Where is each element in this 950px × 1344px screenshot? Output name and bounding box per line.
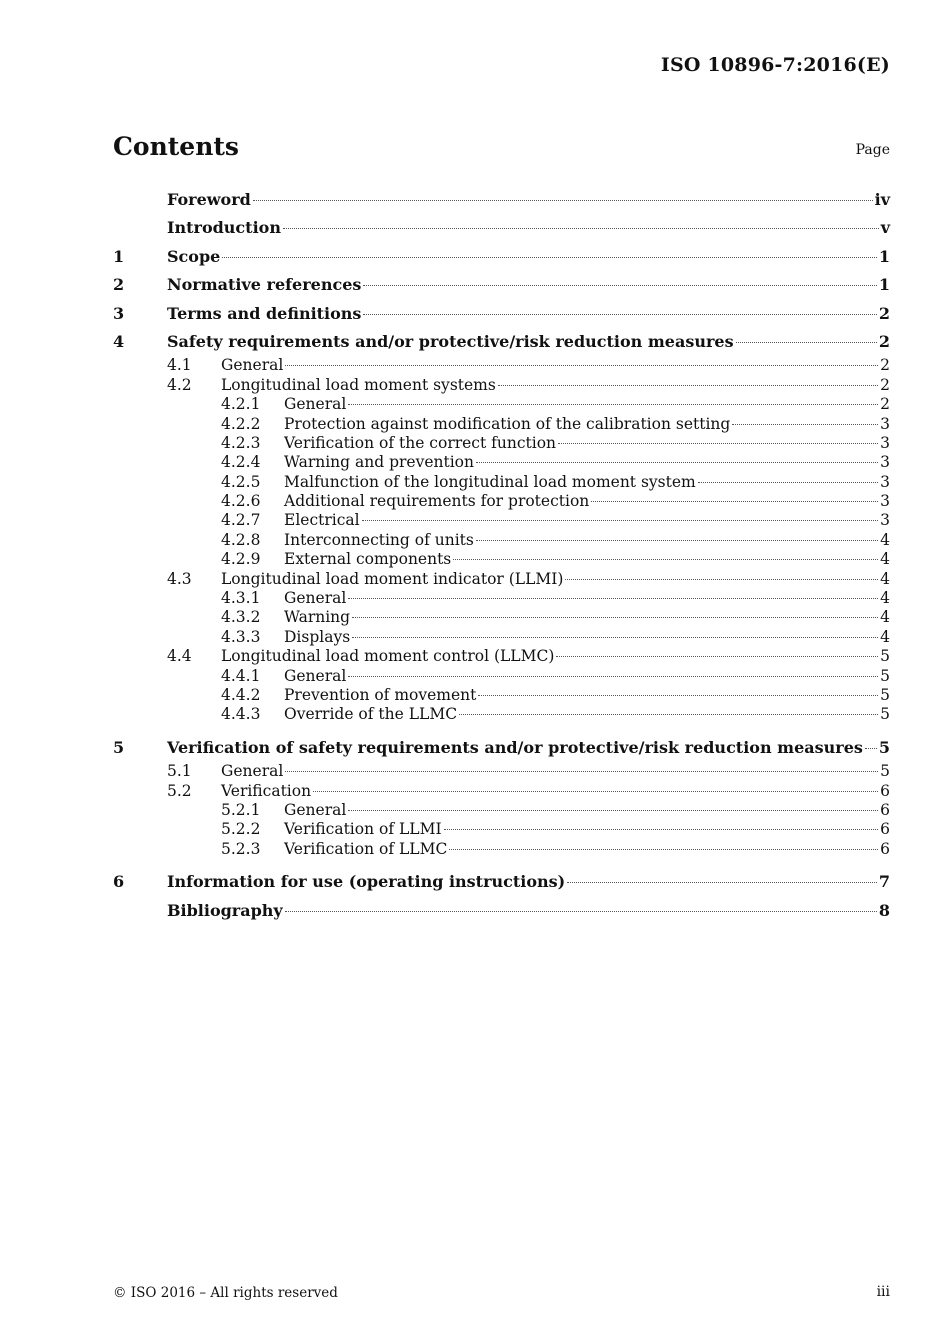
dot-leader	[476, 462, 878, 463]
dot-leader	[698, 482, 878, 483]
toc-entry-page: 3	[880, 472, 890, 491]
dot-leader	[363, 285, 876, 286]
toc-entry-title: Displays	[284, 627, 351, 646]
dot-leader	[285, 771, 878, 772]
dot-leader	[591, 501, 878, 502]
toc-entry-title: Warning	[284, 608, 351, 627]
toc-entry-page: 4	[880, 608, 890, 627]
toc-entry-page: 3	[880, 414, 890, 433]
dot-leader	[736, 342, 877, 343]
toc-entry-title: Scope	[167, 246, 221, 266]
toc-entry-title: External components	[284, 550, 452, 569]
toc-entry-title: Safety requirements and/or protective/risk reduction measures	[167, 331, 734, 351]
toc-entry[interactable]	[113, 300, 890, 328]
toc-entry-number: 4.4.3	[221, 705, 261, 724]
footer-copyright: © ISO 2016 – All rights reserved	[113, 1285, 338, 1301]
toc-entry-title: Protection against modification of the calibration setting	[284, 414, 731, 433]
toc-entry-title: Foreword	[167, 190, 251, 209]
toc-entry[interactable]	[113, 820, 890, 839]
toc-entry-title: General	[284, 589, 347, 608]
toc-entry-number: 4.2.4	[221, 453, 261, 472]
toc-entry-page: v	[880, 218, 890, 238]
toc-entry-page: 5	[880, 705, 890, 724]
toc-entry-page: 5	[880, 685, 890, 704]
toc-entry-number: 5.2.2	[221, 820, 261, 839]
toc-entry-title: General	[284, 800, 347, 819]
dot-leader	[476, 540, 878, 541]
dot-leader	[283, 228, 879, 229]
toc-entry[interactable]	[113, 570, 890, 589]
dot-leader	[556, 656, 878, 657]
toc-entry-number: 4.3.3	[221, 627, 261, 646]
toc-entry-number: 4.2.2	[221, 414, 261, 433]
dot-leader	[558, 443, 878, 444]
toc-entry-title: Information for use (operating instructions)	[167, 872, 566, 892]
toc-entry-number: 3	[113, 303, 125, 323]
dot-leader	[285, 365, 878, 366]
toc-entry-page: 2	[880, 356, 890, 375]
toc-entry[interactable]	[113, 214, 890, 242]
toc-entry[interactable]	[113, 434, 890, 453]
toc-entry-page: 2	[880, 375, 890, 394]
toc-entry-page: 6	[880, 839, 890, 858]
toc-entry-number: 6	[113, 872, 125, 892]
footer-page-number: iii	[876, 1284, 890, 1300]
toc-entry[interactable]	[113, 356, 890, 375]
toc-entry[interactable]	[113, 376, 890, 395]
toc-entry[interactable]	[113, 531, 890, 550]
dot-leader	[459, 714, 878, 715]
toc-entry-page: 2	[878, 303, 890, 323]
toc-entry[interactable]	[113, 492, 890, 511]
toc-entry-page: 3	[880, 492, 890, 511]
toc-entry-number: 4.2.7	[221, 511, 261, 530]
toc-entry-title: Bibliography	[167, 900, 283, 920]
toc-entry-page: 7	[878, 872, 890, 892]
dot-leader	[567, 882, 877, 883]
dot-leader	[348, 404, 878, 405]
toc-entry[interactable]	[113, 589, 890, 608]
toc-entry-number: 4.4	[167, 647, 192, 666]
dot-leader	[313, 791, 878, 792]
toc-entry-title: Verification of LLMI	[284, 820, 442, 839]
toc-entry[interactable]	[113, 415, 890, 434]
toc-entry-number: 4.4.2	[221, 685, 261, 704]
toc-entry-title: Electrical	[284, 511, 360, 530]
toc-entry-title: Verification	[221, 781, 312, 800]
toc-entry[interactable]	[113, 186, 890, 214]
dot-leader	[732, 424, 878, 425]
toc-entry-number: 4.2.8	[221, 530, 261, 549]
toc-entry-number: 4.2.3	[221, 433, 261, 452]
toc-entry-page: 1	[878, 246, 890, 266]
toc-entry[interactable]	[113, 647, 890, 666]
toc-entry-page: 4	[880, 589, 890, 608]
toc-entry-number: 4.2.6	[221, 492, 261, 511]
toc-entry-page: 2	[878, 331, 890, 351]
toc-entry-title: General	[221, 762, 284, 781]
toc-entry-number: 4.2	[167, 375, 192, 394]
toc-entry-title: Warning and prevention	[284, 453, 474, 472]
toc-entry[interactable]	[113, 686, 890, 705]
dot-leader	[348, 676, 878, 677]
dot-leader	[285, 911, 877, 912]
toc-entry[interactable]	[113, 243, 890, 271]
contents-heading: Contents	[113, 132, 240, 161]
toc-entry[interactable]	[113, 782, 890, 801]
dot-leader	[348, 598, 878, 599]
toc-entry-page: 2	[880, 395, 890, 414]
toc-entry-page: 3	[880, 453, 890, 472]
toc-entry-title: Longitudinal load moment systems	[221, 375, 496, 394]
dot-leader	[352, 617, 878, 618]
toc-entry[interactable]	[113, 868, 890, 896]
toc-entry[interactable]	[113, 328, 890, 356]
toc-entry-title: Interconnecting of units	[284, 530, 474, 549]
toc-entry-page: 4	[880, 569, 890, 588]
toc-entry[interactable]	[113, 801, 890, 820]
toc-entry-page: 6	[880, 800, 890, 819]
toc-entry-page: 3	[880, 433, 890, 452]
toc-entry-title: General	[284, 395, 347, 414]
toc-entry-number: 2	[113, 275, 125, 295]
toc-entry-title: Prevention of movement	[284, 685, 477, 704]
toc-entry-title: Normative references	[167, 275, 362, 295]
toc-entry[interactable]	[113, 453, 890, 472]
dot-leader	[222, 257, 877, 258]
toc-entry-number: 5.2.3	[221, 839, 261, 858]
document-identifier: ISO 10896-7:2016(E)	[660, 54, 890, 76]
toc-entry-title: Terms and definitions	[167, 303, 362, 323]
toc-entry-number: 4.3	[167, 569, 192, 588]
dot-leader	[362, 520, 879, 521]
toc-entry-title: Verification of safety requirements and/or protective/risk reduction measures	[167, 737, 863, 757]
toc-entry-title: Verification of the correct function	[284, 433, 557, 452]
toc-entry-page: 5	[878, 737, 890, 757]
dot-leader	[498, 385, 878, 386]
toc-entry[interactable]	[113, 762, 890, 781]
toc-entry-title: Override of the LLMC	[284, 705, 458, 724]
toc-entry-number: 4.2.1	[221, 395, 261, 414]
toc-entry-title: Introduction	[167, 218, 281, 238]
toc-entry[interactable]	[113, 840, 890, 859]
toc-entry-title: Longitudinal load moment control (LLMC)	[221, 647, 555, 666]
toc-entry[interactable]	[113, 705, 890, 724]
toc-entry[interactable]	[113, 473, 890, 492]
toc-entry-page: 6	[880, 781, 890, 800]
toc-entry-number: 5.2.1	[221, 800, 261, 819]
dot-leader	[348, 810, 878, 811]
toc-entry-title: General	[221, 356, 284, 375]
table-of-contents	[113, 186, 890, 925]
toc-entry-page: 5	[880, 666, 890, 685]
toc-entry[interactable]	[113, 667, 890, 686]
toc-entry-page: 5	[880, 647, 890, 666]
toc-entry[interactable]	[113, 734, 890, 762]
toc-entry-number: 4.3.2	[221, 608, 261, 627]
dot-leader	[363, 314, 876, 315]
toc-entry-number: 5.2	[167, 781, 192, 800]
toc-entry-number: 4.4.1	[221, 666, 261, 685]
dot-leader	[449, 849, 878, 850]
toc-entry-title: Additional requirements for protection	[284, 492, 590, 511]
toc-entry-page: 1	[878, 275, 890, 295]
toc-entry[interactable]	[113, 608, 890, 627]
page-column-label: Page	[855, 142, 890, 158]
toc-entry-page: 6	[880, 820, 890, 839]
toc-entry-page: 8	[878, 900, 890, 920]
toc-entry-number: 5	[113, 737, 125, 757]
toc-entry-number: 1	[113, 246, 125, 266]
toc-entry-page: 3	[880, 511, 890, 530]
dot-leader	[253, 200, 873, 201]
toc-entry-page: iv	[874, 190, 890, 209]
toc-entry-number: 4.1	[167, 356, 192, 375]
dot-leader	[352, 637, 878, 638]
dot-leader	[444, 829, 879, 830]
dot-leader	[565, 579, 878, 580]
toc-entry-number: 4	[113, 331, 125, 351]
toc-entry[interactable]	[113, 395, 890, 414]
toc-entry-page: 5	[880, 762, 890, 781]
toc-entry-page: 4	[880, 530, 890, 549]
toc-entry-number: 4.2.5	[221, 472, 261, 491]
toc-entry-title: General	[284, 666, 347, 685]
toc-entry-page: 4	[880, 627, 890, 646]
toc-entry[interactable]	[113, 897, 890, 925]
toc-entry[interactable]	[113, 550, 890, 569]
toc-entry-number: 5.1	[167, 762, 192, 781]
toc-entry-title: Malfunction of the longitudinal load moment system	[284, 472, 696, 491]
toc-entry-number: 4.2.9	[221, 550, 261, 569]
toc-entry-title: Verification of LLMC	[284, 839, 448, 858]
toc-entry-title: Longitudinal load moment indicator (LLMI)	[221, 569, 564, 588]
dot-leader	[453, 559, 878, 560]
toc-entry[interactable]	[113, 271, 890, 299]
toc-entry-page: 4	[880, 550, 890, 569]
toc-entry[interactable]	[113, 628, 890, 647]
dot-leader	[478, 695, 878, 696]
toc-entry-number: 4.3.1	[221, 589, 261, 608]
dot-leader	[865, 748, 877, 749]
toc-entry[interactable]	[113, 511, 890, 530]
